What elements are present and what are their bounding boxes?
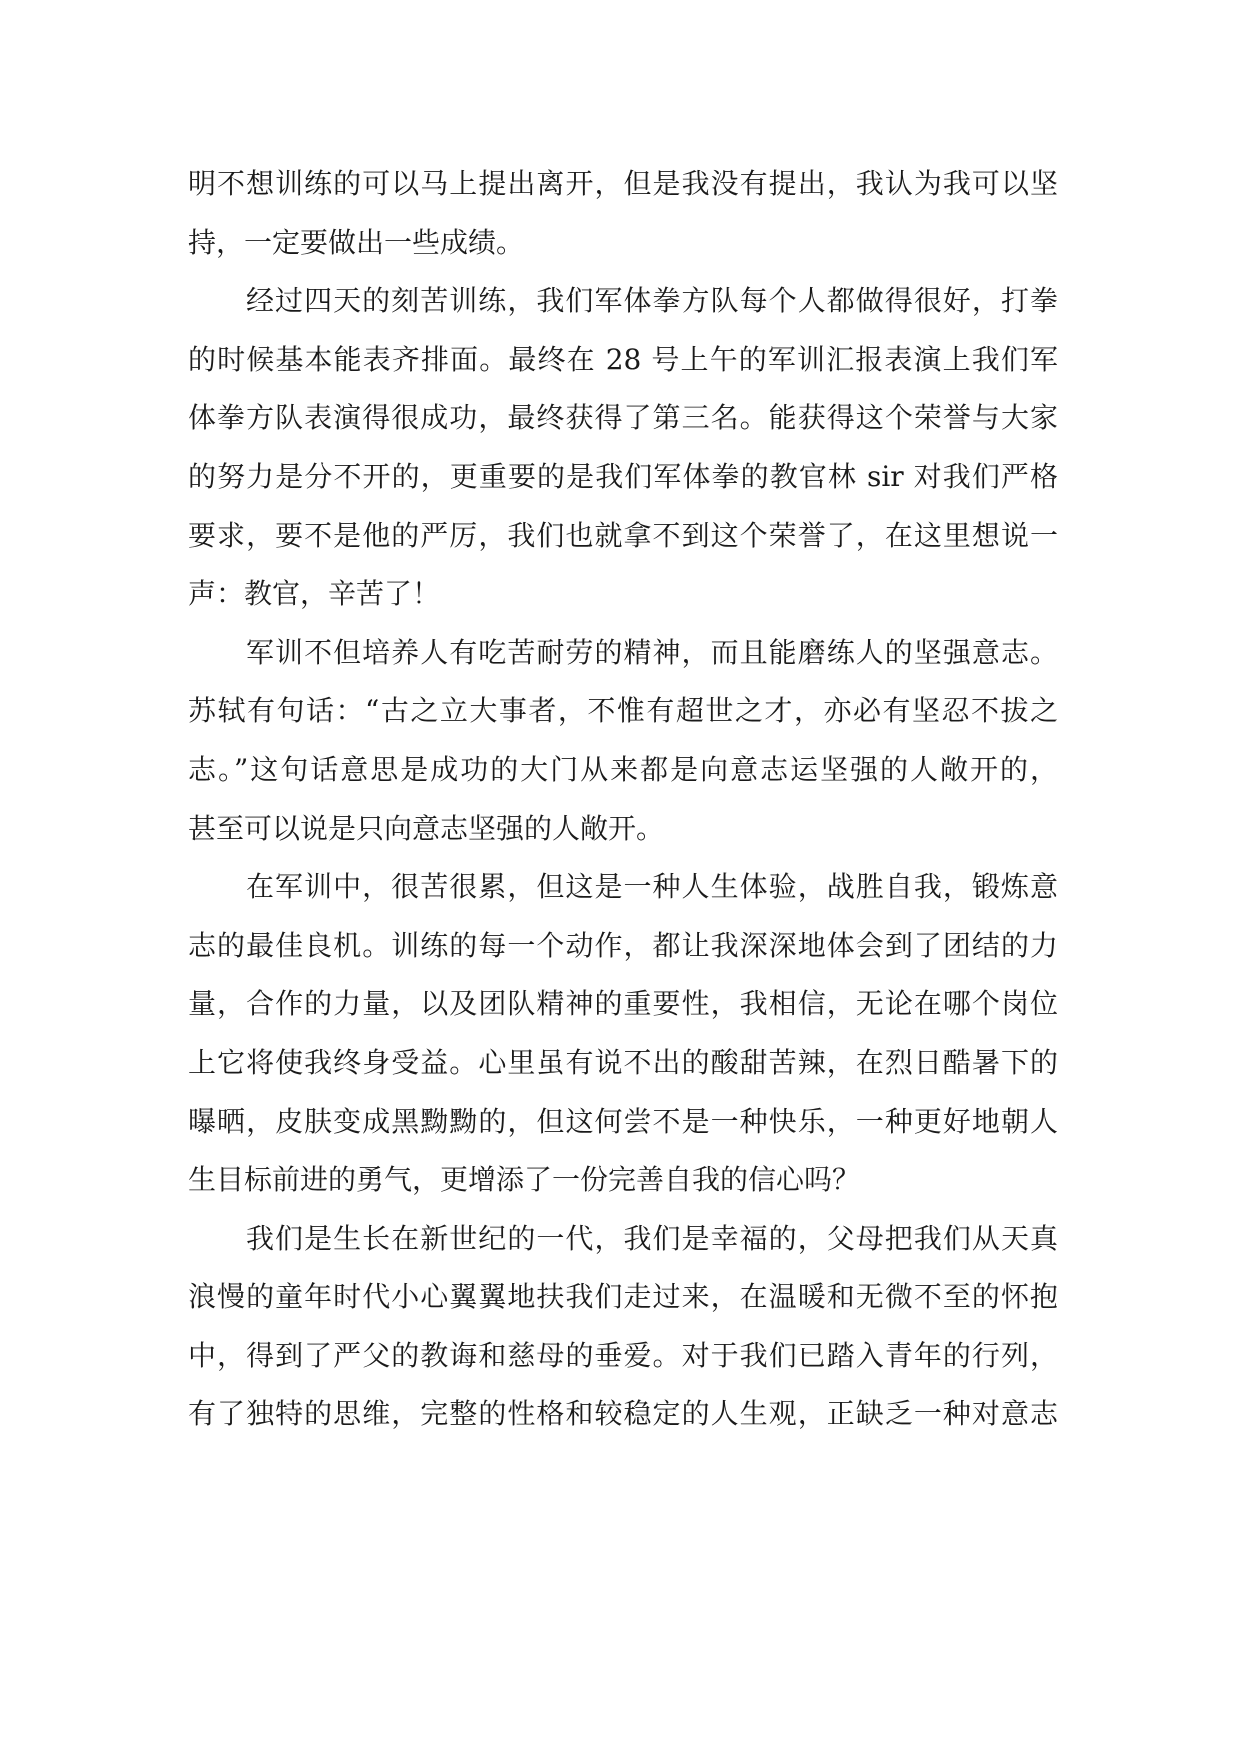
text-line: 体拳方队表演得很成功，最终获得了第三名。能获得这个荣誉与大家: [188, 401, 1058, 435]
text-line: 中，得到了严父的教诲和慈母的垂爱。对于我们已踏入青年的行列，: [188, 1338, 1058, 1372]
text-line: 的时候基本能表齐排面。最终在 28 号上午的军训汇报表演上我们军: [188, 342, 1058, 376]
text-line: 生目标前进的勇气，更增添了一份完善自我的信心吗？: [188, 1163, 861, 1197]
paragraph-first-line: 军训不但培养人有吃苦耐劳的精神，而且能磨练人的坚强意志。: [246, 635, 1058, 669]
text-line: 明不想训练的可以马上提出离开，但是我没有提出，我认为我可以坚: [188, 167, 1058, 200]
text-line: 有了独特的思维，完整的性格和较稳定的人生观，正缺乏一种对意志: [188, 1397, 1058, 1431]
text-line: 浪慢的童年时代小心翼翼地扶我们走过来，在温暖和无微不至的怀抱: [188, 1280, 1058, 1314]
body-text: [188, 155, 1058, 1444]
text-line: 要求，要不是他的严厉，我们也就拿不到这个荣誉了，在这里想说一: [188, 518, 1058, 552]
text-line: 量，合作的力量，以及团队精神的重要性，我相信，无论在哪个岗位: [188, 987, 1058, 1021]
text-line: 苏轼有句话：“古之立大事者，不惟有超世之才，亦必有坚忍不拔之: [188, 694, 1058, 728]
text-line: 持，一定要做出一些成绩。: [188, 225, 525, 259]
text-line: 甚至可以说是只向意志坚强的人敞开。: [188, 811, 665, 845]
text-line: 声：教官，辛苦了！: [188, 577, 441, 611]
text-line: 上它将使我终身受益。心里虽有说不出的酸甜苦辣，在烈日酷暑下的: [188, 1045, 1058, 1079]
text-line: 曝晒，皮肤变成黑黝黝的，但这何尝不是一种快乐，一种更好地朝人: [188, 1104, 1058, 1138]
paragraph-first-line: 在军训中，很苦很累，但这是一种人生体验，战胜自我，锻炼意: [246, 870, 1058, 904]
paragraph-first-line: 经过四天的刻苦训练，我们军体拳方队每个人都做得很好，打拳: [246, 284, 1058, 318]
paragraph-first-line: 我们是生长在新世纪的一代，我们是幸福的，父母把我们从天真: [246, 1221, 1058, 1255]
text-line: 志的最佳良机。训练的每一个动作，都让我深深地体会到了团结的力: [188, 928, 1058, 962]
text-line: 的努力是分不开的，更重要的是我们军体拳的教官林 sir 对我们严格: [188, 459, 1058, 493]
text-line: 志。”这句话意思是成功的大门从来都是向意志运坚强的人敞开的，: [188, 752, 1058, 786]
